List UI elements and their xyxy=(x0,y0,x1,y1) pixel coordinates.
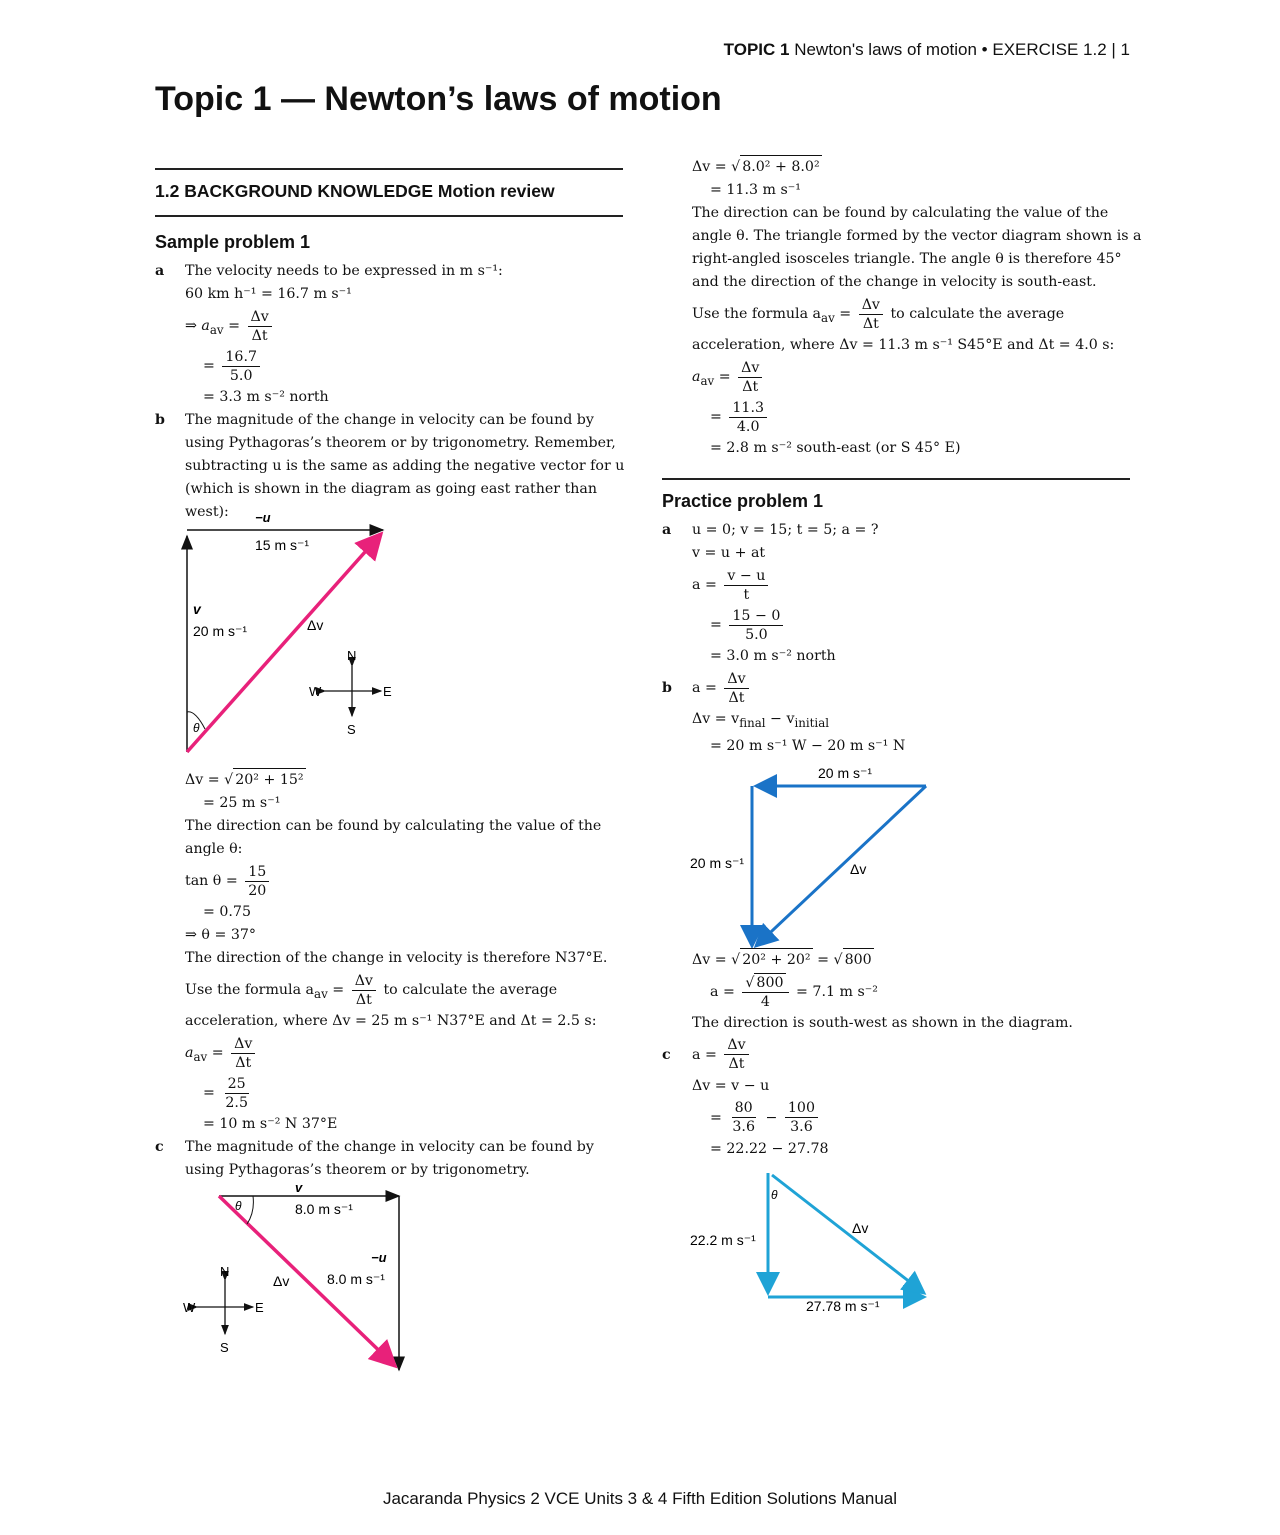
frac-num: Δv xyxy=(352,972,376,991)
sample-b-line8: The direction of the change in velocity is therefore N37°E. xyxy=(185,950,608,966)
formula-eq: = xyxy=(834,306,856,322)
sample-b-line1 xyxy=(145,409,623,432)
side-value: 20 m s⁻¹ xyxy=(690,854,745,871)
practice-b-frac2 xyxy=(742,973,788,1011)
frac-num: Δv xyxy=(724,670,748,689)
frac-den: Δt xyxy=(235,1054,252,1071)
dv-a: Δv = v xyxy=(692,711,740,727)
page-title: Topic 1 — Newton’s laws of motion xyxy=(155,80,722,118)
right-column xyxy=(662,155,1142,1314)
top-label: v xyxy=(295,1180,303,1195)
theta-label: θ xyxy=(193,721,200,735)
practice-b-line4: The direction is south-west as shown in the diagram. xyxy=(692,1014,1073,1031)
math-pre: a = xyxy=(710,983,740,1000)
frac-den: 5.0 xyxy=(745,626,768,643)
c-cont-math1: Δv = √ 8.0² + 8.0² xyxy=(662,155,1130,179)
sample-b-line5: west): xyxy=(185,504,229,520)
aav-eq: = xyxy=(714,369,736,385)
aav-frac xyxy=(231,1035,255,1072)
frac-num: 15 − 0 xyxy=(729,607,783,626)
sample-b-line3: subtracting u is the same as adding the negative vector for u xyxy=(185,458,625,474)
frac-num: 11.3 xyxy=(729,399,767,418)
frac-den: 3.6 xyxy=(790,1119,813,1136)
aav2-frac xyxy=(729,399,767,436)
c-cont-aav xyxy=(662,357,1130,397)
formula-frac xyxy=(859,296,883,333)
practice-a-label: a xyxy=(662,522,672,538)
delta-v-label: Δv xyxy=(850,860,867,877)
sample-b-line4: (which is shown in the diagram as going east rather than xyxy=(185,481,598,497)
sample-b-line6: The direction can be found by calculating the value of the xyxy=(185,818,602,834)
practice-b-line3: = 20 m s⁻¹ W − 20 m s⁻¹ N xyxy=(710,737,906,754)
compass-e: E xyxy=(255,1300,264,1315)
sample-a-frac2 xyxy=(222,348,260,385)
sample-c-line1 xyxy=(145,1136,623,1159)
frac-den: Δt xyxy=(355,991,372,1008)
part-c-label: c xyxy=(155,1139,164,1155)
section-heading: 1.2 BACKGROUND KNOWLEDGE Motion review xyxy=(155,181,555,201)
sample-c-vector-diagram xyxy=(155,1182,623,1372)
running-head-text: Newton's laws of motion • EXERCISE 1.2 | 1 xyxy=(789,40,1130,59)
math-mid: − xyxy=(760,1109,782,1126)
sample-b-aav2: = $\frac{25}{2.5}$ xyxy=(155,1073,623,1113)
part-a-label: a xyxy=(155,263,165,279)
sample-b-math4: = 0.75 xyxy=(203,904,251,920)
practice-c-line3 xyxy=(662,1098,1130,1138)
sample-a-line4: = $\frac{16.7}{5.0}$ xyxy=(155,346,623,386)
section-rule-bottom xyxy=(155,215,623,217)
frac-num: Δv xyxy=(724,1036,748,1055)
frac-den: 4 xyxy=(760,993,770,1010)
sample-b-line9: acceleration, where Δv = 25 m s⁻¹ N37°E and Δt = 2.5 s: xyxy=(185,1013,597,1029)
practice-b-frac1 xyxy=(724,670,748,707)
sample-a-eq: = xyxy=(223,318,245,334)
delta-v-label: Δv xyxy=(307,617,324,633)
running-head-topic: TOPIC 1 xyxy=(723,40,790,59)
sample-b-line7: angle θ: xyxy=(185,841,243,857)
aav2-frac xyxy=(222,1075,251,1112)
formula-post: to calculate the average xyxy=(378,982,558,998)
frac-den: 2.5 xyxy=(225,1094,248,1111)
practice-c-frac1 xyxy=(724,1036,748,1073)
frac-num: Δv xyxy=(231,1035,255,1054)
vector-delta-v-arrow xyxy=(756,786,926,946)
left-column xyxy=(155,168,623,1372)
bottom-value: 27.78 m s⁻¹ xyxy=(806,1297,880,1314)
practice-a-line1 xyxy=(652,519,1130,542)
practice-a-line4: = $\frac{15 - 0}{5.0}$ xyxy=(662,605,1130,645)
sample-b-line2: using Pythagoras’s theorem or by trigonometry. Remember, xyxy=(185,435,616,451)
formula-sub: av xyxy=(821,310,835,325)
c-cont-math2: = 11.3 m s⁻¹ xyxy=(710,182,801,198)
sample-b-math1: Δv = √ 20² + 15² xyxy=(155,768,623,792)
c-cont-line3: right-angled isosceles triangle. The angle θ is therefore 45° xyxy=(692,251,1122,267)
practice-a-frac1 xyxy=(724,567,768,604)
math-post: = 7.1 m s⁻² xyxy=(791,983,878,1000)
frac-den: Δt xyxy=(742,378,759,395)
sample-a-line5: = 3.3 m s⁻² north xyxy=(203,389,329,405)
frac-num: 16.7 xyxy=(222,348,260,367)
sample-b-text1: The magnitude of the change in velocity can be found by xyxy=(185,412,594,428)
frac-num: Δv xyxy=(859,296,883,315)
aav-pre: a xyxy=(185,1045,194,1061)
running-head xyxy=(724,40,1130,60)
sample-b-math2: = 25 m s⁻¹ xyxy=(203,795,281,811)
aav-frac xyxy=(738,359,762,396)
practice-b-line1 xyxy=(652,668,1130,708)
math-pre: a = xyxy=(692,577,722,593)
practice-a-text1: u = 0; v = 15; t = 5; a = ? xyxy=(692,522,879,538)
c-cont-aav2: = $\frac{11.3}{4.0}$ xyxy=(662,397,1130,437)
sample-problem-heading: Sample problem 1 xyxy=(155,232,311,252)
practice-b-math2 xyxy=(662,972,1130,1012)
compass-s: S xyxy=(347,722,356,737)
top-value: 20 m s⁻¹ xyxy=(818,764,873,781)
practice-a-line2: v = u + at xyxy=(692,545,766,561)
sample-b-math5: ⇒ θ = 37° xyxy=(185,927,256,943)
math-mid: = xyxy=(812,951,834,968)
side-label: v xyxy=(193,601,201,617)
vector-delta-v-arrow xyxy=(187,534,381,752)
part-b-label: b xyxy=(155,412,165,428)
c-cont-line4: and the direction of the change in velocity is south-east. xyxy=(692,274,1097,290)
top-value: 8.0 m s⁻¹ xyxy=(295,1201,353,1217)
frac-den: 3.6 xyxy=(732,1119,755,1136)
frac-num: 80 xyxy=(732,1099,756,1118)
practice-c-label: c xyxy=(662,1046,671,1063)
angle-theta-arc xyxy=(247,1196,253,1224)
frac-num: 25 xyxy=(225,1075,249,1094)
math-pre: Δv = xyxy=(185,772,225,788)
compass-n: N xyxy=(220,1264,230,1279)
frac-num: Δv xyxy=(738,359,762,378)
side-value: 8.0 m s⁻¹ xyxy=(327,1271,385,1287)
math-root: 20² + 15² xyxy=(233,768,305,792)
frac-num: 100 xyxy=(785,1099,818,1118)
sample-a-line2: 60 km h⁻¹ = 16.7 m s⁻¹ xyxy=(185,286,352,302)
c-cont-aav3: = 2.8 m s⁻² south-east (or S 45° E) xyxy=(710,440,961,456)
math-pre: Δv = xyxy=(692,159,732,175)
frac-den: 5.0 xyxy=(229,367,253,384)
practice-c-vector-diagram xyxy=(662,1161,1130,1314)
theta-label: θ xyxy=(771,1187,778,1202)
practice-b-label: b xyxy=(662,680,672,696)
sample-a-line1 xyxy=(145,260,623,283)
practice-problem-heading: Practice problem 1 xyxy=(662,491,824,511)
math-pre: a = xyxy=(692,1046,722,1063)
frac-num: 15 xyxy=(245,863,269,882)
top-value: 15 m s⁻¹ xyxy=(255,537,310,553)
math-root2: 800 xyxy=(843,948,874,972)
sample-b-aav xyxy=(155,1033,623,1073)
practice-c-line2: Δv = v − u xyxy=(692,1077,770,1094)
frac-den: Δt xyxy=(251,327,268,344)
frac-num: Δv xyxy=(248,308,272,327)
c-cont-line5: acceleration, where Δv = 11.3 m s⁻¹ S45°E and Δt = 4.0 s: xyxy=(692,337,1115,353)
practice-c-frac2 xyxy=(729,1099,758,1136)
c-cont-formula xyxy=(662,294,1130,334)
compass-n: N xyxy=(347,648,357,663)
math-root: 8.0² + 8.0² xyxy=(740,155,821,179)
math-pre: = xyxy=(710,1109,727,1126)
side-label: −u xyxy=(371,1250,387,1265)
practice-a-frac2 xyxy=(729,607,783,644)
compass-w: W xyxy=(309,684,322,699)
frac-den: t xyxy=(743,586,750,603)
practice-b-vector-diagram xyxy=(662,758,1130,948)
compass-s: S xyxy=(220,1340,229,1355)
dv-b: − v xyxy=(765,711,795,727)
top-label: −u xyxy=(255,510,271,525)
practice-a-line5: = 3.0 m s⁻² north xyxy=(710,648,836,664)
practice-c-frac3 xyxy=(785,1099,818,1136)
formula-post: to calculate the average xyxy=(885,306,1065,322)
frac-num: v − u xyxy=(724,567,768,586)
practice-b-line2 xyxy=(662,708,1130,735)
practice-a-line3 xyxy=(662,565,1130,605)
page-footer: Jacaranda Physics 2 VCE Units 3 & 4 Fifth Edition Solutions Manual xyxy=(382,1489,898,1508)
formula-eq: = xyxy=(327,982,349,998)
frac-den: 4.0 xyxy=(736,418,760,435)
formula-pre: Use the formula a xyxy=(692,306,822,322)
sample-a-text1: The velocity needs to be expressed in m s⁻¹: xyxy=(185,263,503,279)
frac-den: Δt xyxy=(862,315,879,332)
sample-b-tan xyxy=(155,861,623,901)
math-pre: a = xyxy=(692,680,722,696)
theta-label: θ xyxy=(235,1199,242,1213)
aav-sub: av xyxy=(700,373,715,388)
practice-b-math1: Δv = √ 20² + 20² = √ 800 xyxy=(662,948,1130,972)
aav-pre: a xyxy=(692,369,701,385)
sample-b-aav3: = 10 m s⁻² N 37°E xyxy=(203,1116,338,1132)
vector-delta-v-arrow xyxy=(772,1175,924,1293)
formula-frac xyxy=(352,972,376,1009)
formula-sub: av xyxy=(314,986,328,1001)
aav-eq: = xyxy=(207,1045,229,1061)
math-root: 20² + 20² xyxy=(740,948,812,972)
formula-pre: Use the formula a xyxy=(185,982,315,998)
c-cont-line2: angle θ. The triangle formed by the vector diagram shown is a xyxy=(692,228,1142,244)
compass-w: W xyxy=(183,1300,196,1315)
sample-c-text1: The magnitude of the change in velocity can be found by xyxy=(185,1139,594,1155)
tan-pre: tan θ = xyxy=(185,873,243,889)
sample-a-aav: ⇒ a xyxy=(185,318,210,334)
dv-sub2: initial xyxy=(794,715,830,730)
practice-c-line4: = 22.22 − 27.78 xyxy=(710,1140,829,1157)
aav-sub: av xyxy=(193,1049,208,1064)
compass-e: E xyxy=(383,684,392,699)
sample-b-formula xyxy=(155,970,623,1010)
dv-sub1: final xyxy=(739,715,766,730)
sample-a-frac1 xyxy=(248,308,272,345)
math-pre: Δv = xyxy=(692,951,732,968)
frac-num: √ 800 xyxy=(742,973,788,993)
practice-rule xyxy=(662,478,1130,480)
math-root: 800 xyxy=(756,974,784,991)
tan-frac xyxy=(245,863,269,900)
delta-v-label: Δv xyxy=(273,1273,290,1289)
delta-v-label: Δv xyxy=(852,1219,869,1236)
sample-a-line3 xyxy=(155,306,623,346)
frac-den: Δt xyxy=(728,1056,745,1073)
c-cont-line1: The direction can be found by calculating the value of the xyxy=(692,205,1109,221)
practice-c-line1 xyxy=(652,1035,1130,1075)
frac-den: 20 xyxy=(248,882,267,899)
side-value: 20 m s⁻¹ xyxy=(193,623,248,639)
sample-a-aav-sub: av xyxy=(209,322,224,337)
frac-den: Δt xyxy=(728,689,745,706)
sample-c-line2: using Pythagoras’s theorem or by trigonometry. xyxy=(185,1162,530,1178)
side-value: 22.2 m s⁻¹ xyxy=(690,1231,756,1248)
